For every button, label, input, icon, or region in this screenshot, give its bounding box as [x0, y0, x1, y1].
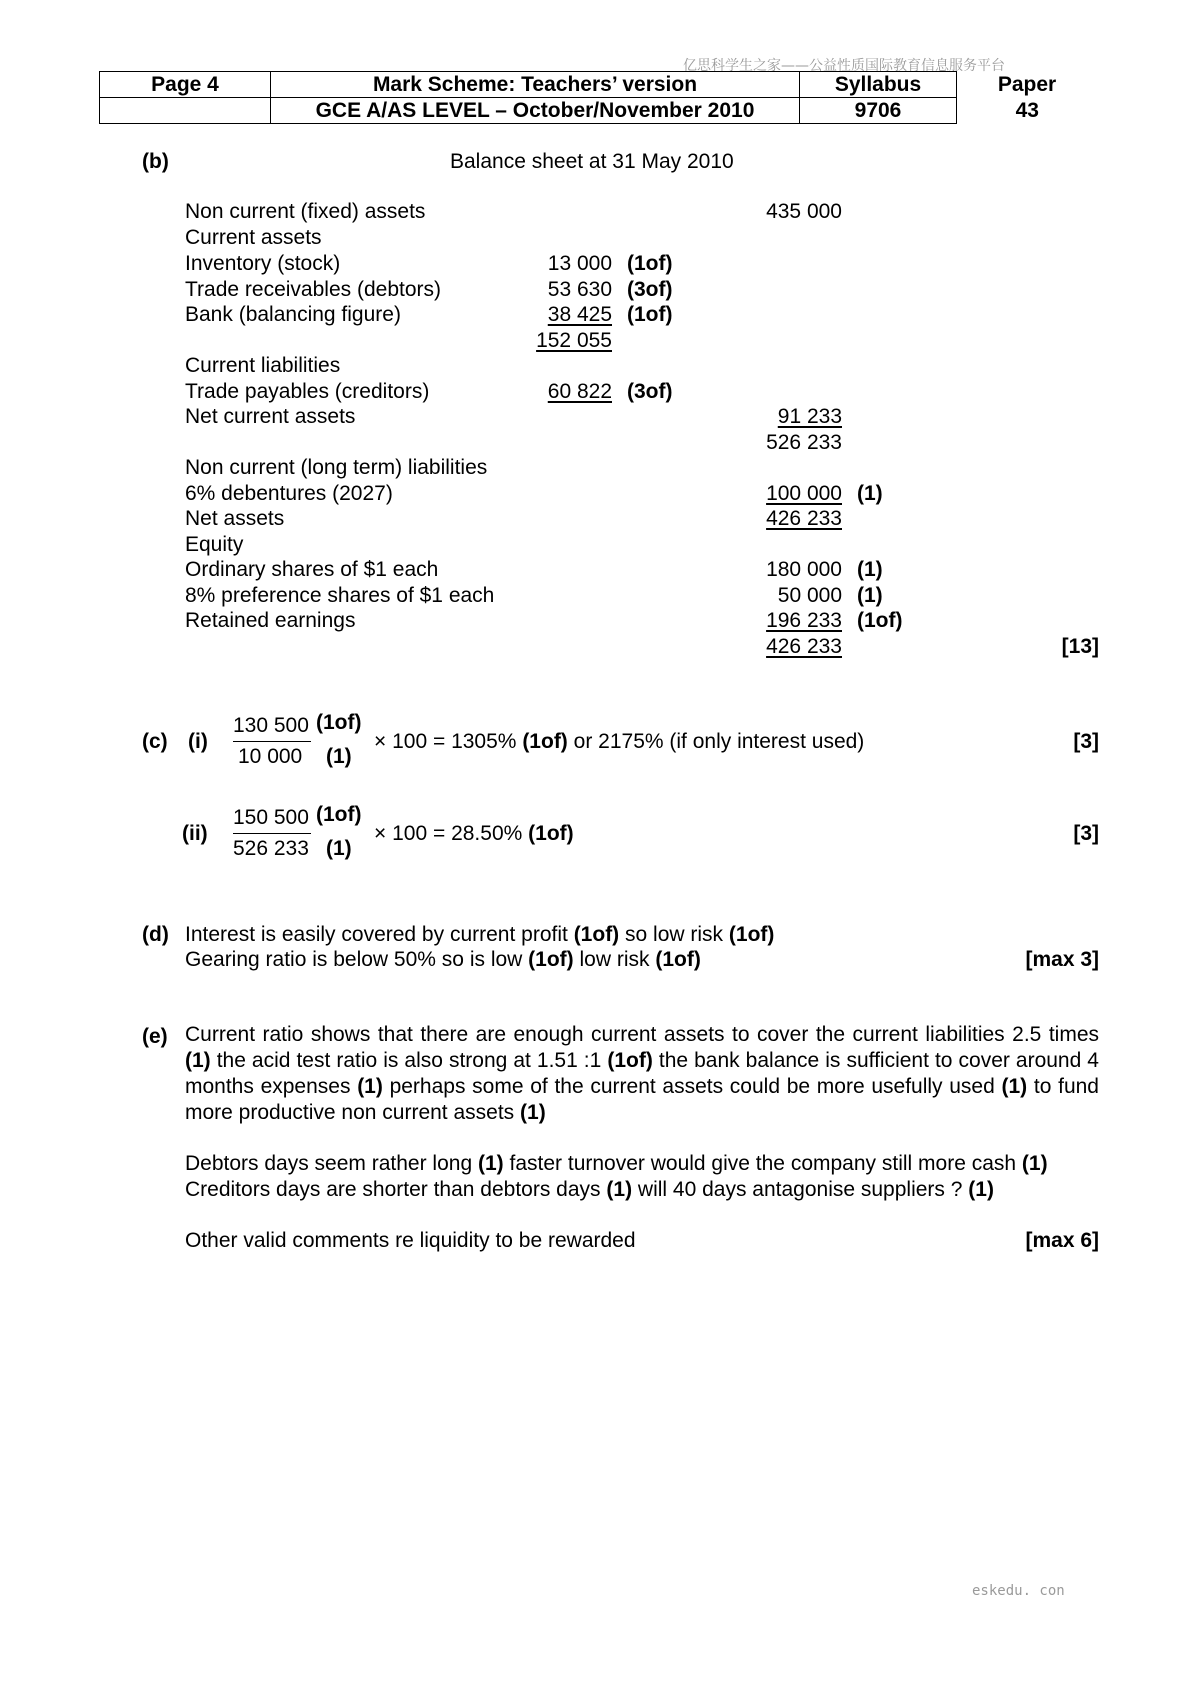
c-i-numerator: 130 500 — [233, 714, 309, 737]
c-i-denominator-mark: (1) — [326, 745, 352, 768]
c-i-fraction-line — [233, 741, 311, 742]
row-ncl-label: Non current (long term) liabilities — [185, 456, 488, 479]
e-p2-m2: (1) — [1021, 1152, 1048, 1175]
e-paragraph-3 — [185, 1178, 994, 1202]
c-ii-fraction-line — [233, 833, 311, 834]
c-ii-numerator-mark: (1of) — [316, 803, 362, 826]
row-os-mark: (1) — [857, 558, 883, 581]
section-b-label: (b) — [142, 150, 169, 173]
row-bank-amount — [532, 303, 612, 327]
section-c-label: (c) — [142, 730, 168, 753]
c-ii-mark1: (1of) — [528, 822, 574, 845]
c-i-denominator: 10 000 — [238, 745, 303, 768]
e-p1-m3: (1) — [357, 1075, 383, 1098]
row-tr-label: Trade receivables (debtors) — [185, 278, 441, 301]
row-re-amount: 196 233 — [766, 609, 842, 632]
row-re-label: Retained earnings — [185, 609, 356, 632]
d-line1-m1: (1of) — [573, 923, 620, 946]
row-nca-amount — [762, 405, 842, 429]
d-line2 — [185, 948, 701, 972]
header-paper-label: Paper — [997, 73, 1057, 96]
c-i-label: (i) — [188, 730, 208, 753]
e-p1-t4: perhaps some of the current assets could be more usefully used — [389, 1075, 995, 1098]
header-empty-cell — [100, 98, 271, 124]
e-p3-t2: will 40 days antagonise suppliers ? — [637, 1178, 963, 1201]
watermark-top: 亿思科学生之家——公益性质国际教育信息服务平台 — [683, 58, 1005, 74]
row-ncfa-amount: 435 000 — [766, 200, 842, 223]
header-table — [99, 71, 1098, 124]
row-eq-label: Equity — [185, 533, 244, 556]
e-p3-m2: (1) — [968, 1178, 994, 1201]
e-p1-m1: (1) — [185, 1049, 211, 1072]
e-p1-m2: (1of) — [607, 1049, 653, 1072]
e-p2-m1: (1) — [477, 1152, 504, 1175]
row-nca-label: Net current assets — [185, 405, 356, 428]
row-bank-amount-text: 38 425 — [547, 303, 612, 326]
row-ps-label: 8% preference shares of $1 each — [185, 584, 495, 607]
e-paragraph-1 — [185, 1022, 1099, 1126]
watermark-bottom: eskedu. con — [972, 1583, 1065, 1599]
header-title1: Mark Scheme: Teachers’ version — [271, 72, 800, 98]
row-nca-amount-text: 91 233 — [777, 405, 842, 428]
d-line1-t2: so low risk — [625, 923, 724, 946]
row-ca-label: Current assets — [185, 226, 322, 249]
d-line2-m2: (1of) — [655, 948, 701, 971]
e-p1-t2: the acid test ratio is also strong at 1.51 :1 — [216, 1049, 602, 1072]
header-paper: 43 — [1015, 99, 1039, 122]
header-syllabus: 9706 — [800, 98, 957, 124]
e-p1-t1: Current ratio shows that there are enough current assets to cover the current liabilities 2.5 times — [185, 1023, 1099, 1046]
c-i-marks: [3] — [1073, 730, 1099, 753]
row-ca-total-amount: 152 055 — [536, 329, 612, 352]
d-line2-t1: Gearing ratio is below 50% so is low — [185, 948, 523, 971]
section-e-label: (e) — [142, 1025, 168, 1048]
row-ncfa-label: Non current (fixed) assets — [185, 200, 426, 223]
c-ii-denominator-mark: (1) — [326, 837, 352, 860]
section-b-marks: [13] — [1061, 635, 1099, 658]
row-na-amount: 426 233 — [766, 507, 842, 530]
row-tp-mark: (3of) — [627, 380, 673, 403]
e-paragraph-2 — [185, 1152, 1048, 1176]
header-title2: GCE A/AS LEVEL – October/November 2010 — [271, 98, 800, 124]
row-na-label: Net assets — [185, 507, 285, 530]
row-cl-label: Current liabilities — [185, 354, 341, 377]
row-os-label: Ordinary shares of $1 each — [185, 558, 439, 581]
d-line1-t1: Interest is easily covered by current profit — [185, 923, 568, 946]
row-tp-amount — [532, 380, 612, 404]
d-line1 — [185, 923, 774, 947]
header-syllabus-label: Syllabus — [800, 72, 957, 98]
d-line2-t2: low risk — [579, 948, 650, 971]
header-page: Page 4 — [100, 72, 271, 98]
e-p3-m1: (1) — [606, 1178, 633, 1201]
row-os-amount: 180 000 — [766, 558, 842, 581]
e-p2-t2: faster turnover would give the company still more cash — [509, 1152, 1017, 1175]
row-tr-mark: (3of) — [627, 278, 673, 301]
c-ii-numerator: 150 500 — [233, 806, 309, 829]
row-inv-amount: 13 000 — [547, 252, 612, 275]
e-p3-t1: Creditors days are shorter than debtors days — [185, 1178, 601, 1201]
e-p1-m4: (1) — [1001, 1075, 1028, 1098]
row-tp-label: Trade payables (creditors) — [185, 380, 430, 403]
e-p1-m5: (1) — [520, 1101, 546, 1124]
row-sub-amount: 526 233 — [766, 431, 842, 454]
c-i-text1: × 100 = 1305% — [374, 730, 517, 753]
row-ps-mark: (1) — [857, 584, 883, 607]
row-inv-mark: (1of) — [627, 252, 673, 275]
c-i-text — [374, 730, 864, 754]
section-e-marks: [max 6] — [1025, 1229, 1099, 1252]
e-p2-t1: Debtors days seem rather long — [185, 1152, 473, 1175]
section-d-label: (d) — [142, 923, 169, 946]
c-ii-denominator: 526 233 — [233, 837, 309, 860]
row-deb-label: 6% debentures (2027) — [185, 482, 393, 505]
row-re-mark: (1of) — [857, 609, 903, 632]
c-ii-text1: × 100 = 28.50% — [374, 822, 523, 845]
e-paragraph-4: Other valid comments re liquidity to be rewarded — [185, 1229, 636, 1252]
row-ps-amount: 50 000 — [777, 584, 842, 607]
row-bank-label: Bank (balancing figure) — [185, 303, 401, 326]
row-total-amount: 426 233 — [766, 635, 842, 658]
row-deb-mark: (1) — [857, 482, 883, 505]
c-ii-text — [374, 822, 574, 846]
c-i-mark1: (1of) — [522, 730, 568, 753]
c-ii-marks: [3] — [1073, 822, 1099, 845]
d-line1-m2: (1of) — [728, 923, 775, 946]
row-inv-label: Inventory (stock) — [185, 252, 341, 275]
c-i-numerator-mark: (1of) — [316, 711, 362, 734]
row-tr-amount: 53 630 — [547, 278, 612, 301]
row-tp-amount-text: 60 822 — [547, 380, 612, 403]
c-ii-label: (ii) — [182, 822, 208, 845]
e-p1-t5: to fund more productive non current assets — [185, 1075, 1099, 1124]
e-p1-t3: the bank balance is sufficient to cover around 4 months expenses — [185, 1049, 1099, 1098]
c-i-text2: or 2175% (if only interest used) — [573, 730, 865, 753]
balance-sheet-title: Balance sheet at 31 May 2010 — [450, 150, 734, 173]
d-line2-m1: (1of) — [528, 948, 574, 971]
row-deb-amount: 100 000 — [766, 482, 842, 505]
section-d-marks: [max 3] — [1025, 948, 1099, 971]
row-bank-mark: (1of) — [627, 303, 673, 326]
